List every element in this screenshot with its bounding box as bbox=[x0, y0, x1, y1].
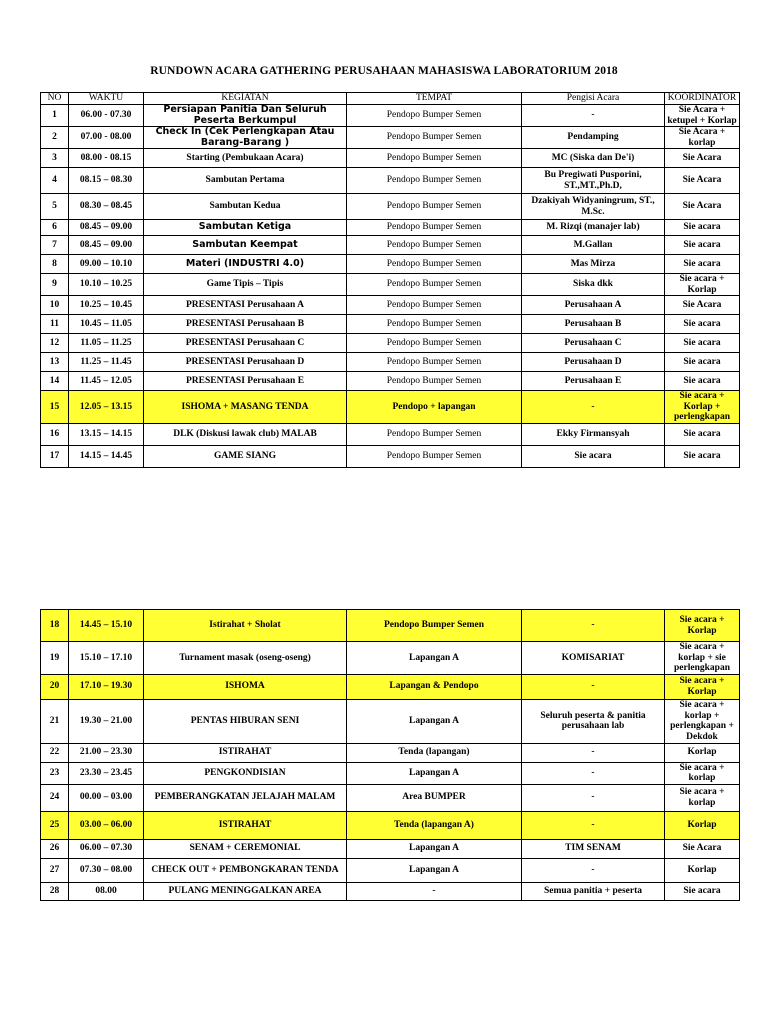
cell-activity: CHECK OUT + PEMBONGKARAN TENDA bbox=[144, 858, 347, 882]
cell-activity: ISTIRAHAT bbox=[144, 811, 347, 839]
cell-activity: Sambutan Ketiga bbox=[144, 220, 347, 236]
cell-activity: Sambutan Kedua bbox=[144, 194, 347, 220]
table-row bbox=[41, 445, 740, 467]
table-row bbox=[41, 858, 740, 882]
cell-coordinator: Sie acara + korlap bbox=[665, 784, 740, 811]
cell-no: 15 bbox=[41, 391, 69, 424]
table-row bbox=[41, 353, 740, 372]
cell-filler: - bbox=[522, 610, 665, 642]
cell-filler: - bbox=[522, 105, 665, 127]
cell-activity: Check In (Cek Perlengkapan Atau Barang-Barang ) bbox=[144, 127, 347, 149]
header-time: WAKTU bbox=[69, 93, 144, 105]
table-row bbox=[41, 743, 740, 762]
cell-filler: KOMISARIAT bbox=[522, 642, 665, 675]
cell-place: Pendopo Bumper Semen bbox=[347, 274, 522, 296]
cell-time: 07.30 – 08.00 bbox=[69, 858, 144, 882]
cell-coordinator: Sie acara + Korlap bbox=[665, 274, 740, 296]
table-row bbox=[41, 784, 740, 811]
cell-activity: ISHOMA bbox=[144, 674, 347, 699]
cell-activity: PRESENTASI Perusahaan D bbox=[144, 353, 347, 372]
cell-coordinator: Sie acara bbox=[665, 334, 740, 353]
cell-place: Pendopo Bumper Semen bbox=[347, 353, 522, 372]
cell-activity: PRESENTASI Perusahaan C bbox=[144, 334, 347, 353]
cell-filler: Bu Pregiwati Pusporini, ST.,MT.,Ph.D, bbox=[522, 168, 665, 194]
cell-coordinator: Sie acara + korlap + sie perlengkapan bbox=[665, 642, 740, 675]
cell-place: Lapangan A bbox=[347, 858, 522, 882]
cell-filler: Perusahaan E bbox=[522, 372, 665, 391]
table-row bbox=[41, 882, 740, 900]
cell-place: Lapangan A bbox=[347, 642, 522, 675]
cell-filler: Siska dkk bbox=[522, 274, 665, 296]
cell-coordinator: Sie acara bbox=[665, 315, 740, 334]
cell-filler: - bbox=[522, 858, 665, 882]
cell-filler: Semua panitia + peserta bbox=[522, 882, 665, 900]
cell-no: 22 bbox=[41, 743, 69, 762]
cell-time: 11.45 – 12.05 bbox=[69, 372, 144, 391]
cell-activity: ISTIRAHAT bbox=[144, 743, 347, 762]
cell-activity: Sambutan Pertama bbox=[144, 168, 347, 194]
cell-activity: ISHOMA + MASANG TENDA bbox=[144, 391, 347, 424]
table-row bbox=[41, 334, 740, 353]
cell-activity: Sambutan Keempat bbox=[144, 236, 347, 255]
cell-time: 10.25 – 10.45 bbox=[69, 296, 144, 315]
cell-time: 07.00 - 08.00 bbox=[69, 127, 144, 149]
cell-time: 10.45 – 11.05 bbox=[69, 315, 144, 334]
table-row bbox=[41, 811, 740, 839]
cell-place: Area BUMPER bbox=[347, 784, 522, 811]
cell-place: Pendopo Bumper Semen bbox=[347, 610, 522, 642]
cell-place: Pendopo Bumper Semen bbox=[347, 296, 522, 315]
cell-place: Pendopo Bumper Semen bbox=[347, 255, 522, 274]
cell-time: 14.15 – 14.45 bbox=[69, 445, 144, 467]
cell-coordinator: Sie acara + Korlap bbox=[665, 674, 740, 699]
cell-filler: - bbox=[522, 762, 665, 784]
cell-activity: PRESENTASI Perusahaan B bbox=[144, 315, 347, 334]
cell-time: 08.00 - 08.15 bbox=[69, 149, 144, 168]
cell-coordinator: Sie acara bbox=[665, 353, 740, 372]
cell-place: Pendopo Bumper Semen bbox=[347, 315, 522, 334]
cell-filler: Perusahaan D bbox=[522, 353, 665, 372]
cell-place: Pendopo Bumper Semen bbox=[347, 194, 522, 220]
cell-place: Pendopo Bumper Semen bbox=[347, 445, 522, 467]
cell-no: 11 bbox=[41, 315, 69, 334]
table-row bbox=[41, 315, 740, 334]
cell-time: 06.00 - 07.30 bbox=[69, 105, 144, 127]
table-row bbox=[41, 220, 740, 236]
table-row bbox=[41, 699, 740, 743]
cell-filler: TIM SENAM bbox=[522, 839, 665, 858]
cell-activity: Persiapan Panitia Dan Seluruh Peserta Berkumpul bbox=[144, 105, 347, 127]
cell-no: 12 bbox=[41, 334, 69, 353]
cell-filler: Mas Mirza bbox=[522, 255, 665, 274]
cell-time: 06.00 – 07.30 bbox=[69, 839, 144, 858]
table-row bbox=[41, 762, 740, 784]
cell-time: 15.10 – 17.10 bbox=[69, 642, 144, 675]
table-row bbox=[41, 149, 740, 168]
cell-place: Pendopo Bumper Semen bbox=[347, 105, 522, 127]
cell-coordinator: Sie Acara bbox=[665, 296, 740, 315]
cell-place: Pendopo + lapangan bbox=[347, 391, 522, 424]
cell-filler: Ekky Firmansyah bbox=[522, 423, 665, 445]
cell-no: 10 bbox=[41, 296, 69, 315]
cell-time: 11.25 – 11.45 bbox=[69, 353, 144, 372]
cell-place: Lapangan A bbox=[347, 839, 522, 858]
cell-no: 26 bbox=[41, 839, 69, 858]
cell-no: 5 bbox=[41, 194, 69, 220]
table-row bbox=[41, 423, 740, 445]
cell-coordinator: Sie acara bbox=[665, 445, 740, 467]
cell-place: - bbox=[347, 882, 522, 900]
cell-place: Tenda (lapangan) bbox=[347, 743, 522, 762]
cell-coordinator: Sie Acara bbox=[665, 839, 740, 858]
rundown-table-part-2 bbox=[40, 609, 740, 901]
cell-coordinator: Korlap bbox=[665, 858, 740, 882]
cell-coordinator: Sie Acara bbox=[665, 149, 740, 168]
cell-place: Pendopo Bumper Semen bbox=[347, 149, 522, 168]
table-row bbox=[41, 127, 740, 149]
cell-coordinator: Sie Acara + korlap bbox=[665, 127, 740, 149]
table-row bbox=[41, 296, 740, 315]
cell-no: 13 bbox=[41, 353, 69, 372]
cell-time: 12.05 – 13.15 bbox=[69, 391, 144, 424]
cell-no: 25 bbox=[41, 811, 69, 839]
cell-filler: - bbox=[522, 743, 665, 762]
cell-no: 18 bbox=[41, 610, 69, 642]
cell-no: 6 bbox=[41, 220, 69, 236]
cell-filler: - bbox=[522, 811, 665, 839]
cell-coordinator: Sie acara + Korlap bbox=[665, 610, 740, 642]
cell-time: 08.15 – 08.30 bbox=[69, 168, 144, 194]
cell-no: 4 bbox=[41, 168, 69, 194]
table-row bbox=[41, 372, 740, 391]
cell-coordinator: Sie acara bbox=[665, 423, 740, 445]
cell-time: 13.15 – 14.15 bbox=[69, 423, 144, 445]
cell-no: 20 bbox=[41, 674, 69, 699]
cell-place: Pendopo Bumper Semen bbox=[347, 372, 522, 391]
cell-filler: - bbox=[522, 674, 665, 699]
cell-coordinator: Korlap bbox=[665, 743, 740, 762]
cell-filler: Perusahaan B bbox=[522, 315, 665, 334]
table-row bbox=[41, 255, 740, 274]
cell-coordinator: Sie acara bbox=[665, 882, 740, 900]
cell-no: 27 bbox=[41, 858, 69, 882]
cell-place: Tenda (lapangan A) bbox=[347, 811, 522, 839]
cell-filler: - bbox=[522, 391, 665, 424]
table-row bbox=[41, 610, 740, 642]
cell-coordinator: Sie acara bbox=[665, 220, 740, 236]
cell-no: 14 bbox=[41, 372, 69, 391]
table-row bbox=[41, 391, 740, 424]
cell-no: 3 bbox=[41, 149, 69, 168]
cell-time: 11.05 – 11.25 bbox=[69, 334, 144, 353]
cell-time: 08.45 – 09.00 bbox=[69, 220, 144, 236]
cell-time: 10.10 – 10.25 bbox=[69, 274, 144, 296]
header-place: TEMPAT bbox=[347, 93, 522, 105]
cell-activity: SENAM + CEREMONIAL bbox=[144, 839, 347, 858]
cell-place: Lapangan & Pendopo bbox=[347, 674, 522, 699]
cell-no: 21 bbox=[41, 699, 69, 743]
cell-time: 14.45 – 15.10 bbox=[69, 610, 144, 642]
cell-coordinator: Sie acara bbox=[665, 236, 740, 255]
cell-activity: PEMBERANGKATAN JELAJAH MALAM bbox=[144, 784, 347, 811]
header-coordinator: KOORDINATOR bbox=[665, 93, 740, 105]
header-activity: KEGIATAN bbox=[144, 93, 347, 105]
cell-place: Pendopo Bumper Semen bbox=[347, 168, 522, 194]
cell-place: Pendopo Bumper Semen bbox=[347, 236, 522, 255]
cell-activity: Game Tipis – Tipis bbox=[144, 274, 347, 296]
cell-activity: GAME SIANG bbox=[144, 445, 347, 467]
table-row bbox=[41, 194, 740, 220]
cell-coordinator: Sie Acara bbox=[665, 194, 740, 220]
cell-activity: PRESENTASI Perusahaan E bbox=[144, 372, 347, 391]
cell-no: 28 bbox=[41, 882, 69, 900]
cell-place: Pendopo Bumper Semen bbox=[347, 334, 522, 353]
cell-activity: PULANG MENINGGALKAN AREA bbox=[144, 882, 347, 900]
cell-no: 17 bbox=[41, 445, 69, 467]
table-row bbox=[41, 105, 740, 127]
cell-no: 23 bbox=[41, 762, 69, 784]
cell-filler: - bbox=[522, 784, 665, 811]
cell-no: 8 bbox=[41, 255, 69, 274]
cell-filler: MC (Siska dan De'i) bbox=[522, 149, 665, 168]
cell-filler: Pendamping bbox=[522, 127, 665, 149]
cell-activity: Starting (Pembukaan Acara) bbox=[144, 149, 347, 168]
cell-filler: Dzakiyah Widyaningrum, ST., M.Sc. bbox=[522, 194, 665, 220]
table-row bbox=[41, 642, 740, 675]
table-row bbox=[41, 168, 740, 194]
cell-no: 16 bbox=[41, 423, 69, 445]
table-header-row bbox=[41, 93, 740, 105]
cell-coordinator: Sie acara + Korlap + perlengkapan bbox=[665, 391, 740, 424]
cell-filler: Perusahaan A bbox=[522, 296, 665, 315]
cell-time: 09.00 – 10.10 bbox=[69, 255, 144, 274]
cell-coordinator: Sie Acara bbox=[665, 168, 740, 194]
cell-activity: PENTAS HIBURAN SENI bbox=[144, 699, 347, 743]
document-title: RUNDOWN ACARA GATHERING PERUSAHAAN MAHASISWA LABORATORIUM 2018 bbox=[150, 65, 618, 77]
cell-time: 19.30 – 21.00 bbox=[69, 699, 144, 743]
cell-place: Pendopo Bumper Semen bbox=[347, 127, 522, 149]
cell-filler: M. Rizqi (manajer lab) bbox=[522, 220, 665, 236]
cell-place: Lapangan A bbox=[347, 699, 522, 743]
cell-activity: Istirahat + Sholat bbox=[144, 610, 347, 642]
cell-time: 03.00 – 06.00 bbox=[69, 811, 144, 839]
cell-place: Pendopo Bumper Semen bbox=[347, 423, 522, 445]
header-filler: Pengisi Acara bbox=[522, 93, 665, 105]
cell-no: 9 bbox=[41, 274, 69, 296]
cell-place: Pendopo Bumper Semen bbox=[347, 220, 522, 236]
table-row bbox=[41, 839, 740, 858]
table-row bbox=[41, 674, 740, 699]
cell-time: 00.00 – 03.00 bbox=[69, 784, 144, 811]
cell-no: 2 bbox=[41, 127, 69, 149]
table-row bbox=[41, 236, 740, 255]
cell-activity: Turnament masak (oseng-oseng) bbox=[144, 642, 347, 675]
cell-time: 08.30 – 08.45 bbox=[69, 194, 144, 220]
cell-filler: Perusahaan C bbox=[522, 334, 665, 353]
cell-filler: Seluruh peserta & panitia perusahaan lab bbox=[522, 699, 665, 743]
cell-activity: Materi (INDUSTRI 4.0) bbox=[144, 255, 347, 274]
cell-time: 21.00 – 23.30 bbox=[69, 743, 144, 762]
cell-coordinator: Sie acara bbox=[665, 372, 740, 391]
cell-coordinator: Sie Acara + ketupel + Korlap bbox=[665, 105, 740, 127]
cell-no: 24 bbox=[41, 784, 69, 811]
cell-activity: PENGKONDISIAN bbox=[144, 762, 347, 784]
cell-activity: DLK (Diskusi lawak club) MALAB bbox=[144, 423, 347, 445]
table-row bbox=[41, 274, 740, 296]
cell-coordinator: Sie acara + korlap + perlengkapan + Dekdok bbox=[665, 699, 740, 743]
cell-time: 17.10 – 19.30 bbox=[69, 674, 144, 699]
cell-no: 7 bbox=[41, 236, 69, 255]
cell-no: 1 bbox=[41, 105, 69, 127]
cell-place: Lapangan A bbox=[347, 762, 522, 784]
cell-filler: Sie acara bbox=[522, 445, 665, 467]
cell-time: 08.45 – 09.00 bbox=[69, 236, 144, 255]
cell-filler: M.Gallan bbox=[522, 236, 665, 255]
cell-coordinator: Korlap bbox=[665, 811, 740, 839]
cell-coordinator: Sie acara + korlap bbox=[665, 762, 740, 784]
cell-time: 23.30 – 23.45 bbox=[69, 762, 144, 784]
rundown-table-part-1 bbox=[40, 92, 740, 468]
cell-activity: PRESENTASI Perusahaan A bbox=[144, 296, 347, 315]
header-no: NO bbox=[41, 93, 69, 105]
cell-coordinator: Sie acara bbox=[665, 255, 740, 274]
cell-no: 19 bbox=[41, 642, 69, 675]
cell-time: 08.00 bbox=[69, 882, 144, 900]
